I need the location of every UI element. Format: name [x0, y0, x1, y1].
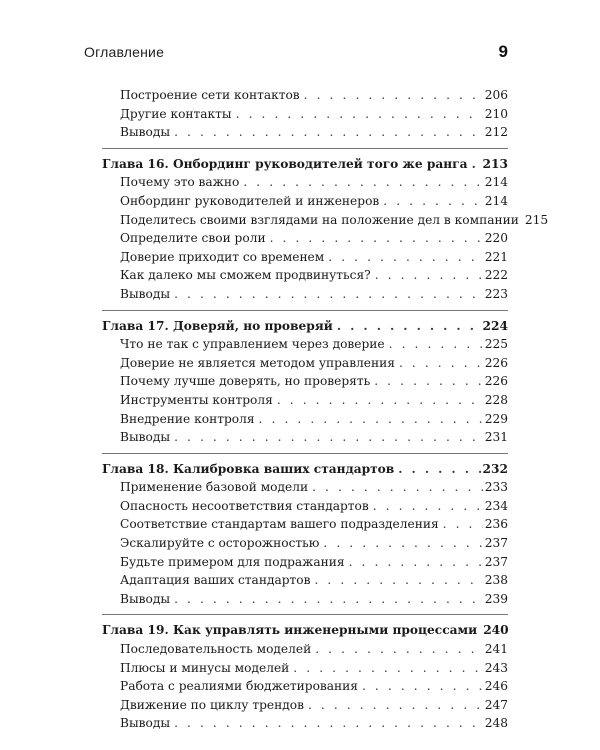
dot-leader [398, 460, 480, 479]
toc-entry[interactable] [102, 285, 508, 304]
toc-entry[interactable] [102, 410, 508, 429]
dot-leader [323, 534, 482, 553]
toc-entry-page: 229 [484, 411, 508, 426]
toc-entry-label: Поделитесь своими взглядами на положение дел в компании [120, 212, 519, 227]
table-of-contents [102, 86, 549, 733]
toc-entry-label: Как далеко мы сможем продвинуться? [120, 268, 371, 283]
toc-entry-label: Инструменты контроля [120, 392, 273, 407]
toc-entry[interactable] [102, 354, 508, 373]
toc-entry-page: 221 [484, 249, 508, 264]
toc-entry-label: Выводы [120, 591, 171, 606]
dot-leader [383, 192, 482, 211]
toc-entry-label: Почему это важно [120, 175, 240, 190]
toc-entry-page: 220 [484, 231, 508, 246]
dot-leader [389, 335, 483, 354]
dot-leader [472, 155, 481, 174]
toc-entry[interactable] [102, 677, 508, 696]
toc-chapter-page: 232 [482, 461, 508, 476]
dot-leader [328, 248, 482, 267]
toc-entry-page: 231 [484, 430, 508, 445]
toc-entry[interactable] [102, 659, 508, 678]
toc-entry[interactable] [102, 86, 508, 105]
page-number: 9 [498, 42, 508, 61]
toc-chapter[interactable] [102, 460, 508, 479]
toc-entry[interactable] [102, 478, 508, 497]
page-header [84, 42, 508, 62]
dot-leader [315, 640, 483, 659]
dot-leader [362, 677, 483, 696]
toc-entry-page: 225 [484, 337, 508, 352]
toc-entry[interactable] [102, 714, 508, 733]
toc-entry-page: 241 [484, 642, 508, 657]
toc-entry[interactable] [102, 123, 508, 142]
toc-entry-page: 237 [484, 536, 508, 551]
dot-leader [374, 372, 483, 391]
section-divider [102, 148, 508, 149]
toc-entry[interactable] [102, 372, 508, 391]
dot-leader [399, 354, 483, 373]
toc-chapter[interactable] [102, 317, 508, 336]
toc-entry[interactable] [102, 428, 508, 447]
toc-entry-page: 236 [484, 517, 508, 532]
toc-entry-page: 222 [484, 268, 508, 283]
toc-entry-label: Другие контакты [120, 106, 232, 121]
toc-entry-label: Выводы [120, 430, 171, 445]
toc-entry-label: Эскалируйте с осторожностью [120, 536, 320, 551]
toc-entry[interactable] [102, 192, 508, 211]
toc-entry[interactable] [102, 571, 508, 590]
toc-entry[interactable] [102, 211, 549, 230]
running-title: Оглавление [84, 44, 165, 60]
toc-entry-page: 233 [484, 480, 508, 495]
toc-entry[interactable] [102, 534, 508, 553]
toc-entry-page: 223 [484, 286, 508, 301]
dot-leader [312, 478, 483, 497]
toc-entry-page: 243 [484, 660, 508, 675]
dot-leader [174, 428, 483, 447]
dot-leader [174, 123, 483, 142]
toc-entry-label: Последовательность моделей [120, 642, 312, 657]
toc-entry-label: Опасность несоответствия стандартов [120, 498, 369, 513]
toc-entry-page: 239 [484, 591, 508, 606]
toc-chapter-label: Глава 19. Как управлять инженерными процессами [102, 623, 478, 638]
toc-entry-label: Работа с реалиями бюджетирования [120, 679, 358, 694]
toc-chapter-label: Глава 18. Калибровка ваших стандартов [102, 461, 395, 476]
toc-entry[interactable] [102, 640, 508, 659]
section-divider [102, 453, 508, 454]
toc-entry-label: Внедрение контроля [120, 411, 255, 426]
dot-leader [308, 696, 483, 715]
toc-entry-label: Онбординг руководителей и инженеров [120, 193, 380, 208]
toc-entry[interactable] [102, 229, 508, 248]
toc-entry[interactable] [102, 266, 508, 285]
toc-entry[interactable] [102, 335, 508, 354]
toc-entry-label: Будьте примером для подражания [120, 554, 345, 569]
toc-entry-page: 247 [484, 697, 508, 712]
toc-entry-label: Адаптация ваших стандартов [120, 573, 311, 588]
toc-entry[interactable] [102, 173, 508, 192]
toc-entry-page: 228 [484, 392, 508, 407]
toc-entry[interactable] [102, 248, 508, 267]
toc-entry[interactable] [102, 391, 508, 410]
toc-entry-label: Построение сети контактов [120, 88, 300, 102]
toc-entry-page: 246 [484, 679, 508, 694]
toc-entry-label: Соответствие стандартам вашего подразделения [120, 517, 439, 532]
dot-leader [349, 553, 483, 572]
toc-entry-label: Выводы [120, 125, 171, 140]
dot-leader [443, 515, 483, 534]
dot-leader [259, 410, 483, 429]
dot-leader [174, 590, 483, 609]
section-divider [102, 310, 508, 311]
toc-entry-label: Определите свои роли [120, 231, 266, 246]
toc-chapter[interactable] [102, 621, 508, 640]
dot-leader [314, 571, 482, 590]
dot-leader [293, 659, 482, 678]
toc-entry-page: 214 [484, 193, 508, 208]
toc-chapter[interactable] [102, 155, 508, 174]
toc-chapter-label: Глава 16. Онбординг руководителей того же ранга [102, 156, 468, 171]
dot-leader [243, 173, 482, 192]
dot-leader [304, 86, 483, 105]
toc-chapter-page: 240 [483, 623, 509, 638]
toc-entry-page: 210 [484, 106, 508, 121]
toc-entry[interactable] [102, 696, 508, 715]
toc-entry-page: 214 [484, 175, 508, 190]
dot-leader [373, 497, 483, 516]
toc-entry-label: Выводы [120, 286, 171, 301]
toc-entry-label: Выводы [120, 716, 171, 731]
dot-leader [270, 229, 483, 248]
toc-entry-label: Движение по циклу трендов [120, 697, 304, 712]
dot-leader [174, 285, 483, 304]
section-divider [102, 614, 508, 615]
dot-leader [337, 317, 481, 336]
toc-entry-page: 206 [484, 88, 508, 102]
toc-entry-label: Доверие не является методом управления [120, 355, 395, 370]
toc-entry-page: 226 [484, 355, 508, 370]
toc-entry-page: 238 [484, 573, 508, 588]
toc-entry[interactable] [102, 497, 508, 516]
dot-leader [236, 105, 483, 124]
toc-entry-label: Почему лучше доверять, но проверять [120, 374, 371, 389]
toc-entry-page: 215 [524, 212, 549, 227]
toc-entry-page: 237 [484, 554, 508, 569]
toc-entry[interactable] [102, 553, 508, 572]
toc-entry[interactable] [102, 515, 508, 534]
toc-entry[interactable] [102, 590, 508, 609]
toc-entry[interactable] [102, 105, 508, 124]
toc-entry-page: 234 [484, 498, 508, 513]
dot-leader [375, 266, 483, 285]
dot-leader [174, 714, 483, 733]
dot-leader [277, 391, 483, 410]
toc-entry-label: Доверие приходит со временем [120, 249, 325, 264]
toc-entry-label: Плюсы и минусы моделей [120, 660, 290, 675]
toc-entry-page: 212 [484, 125, 508, 140]
toc-entry-label: Что не так с управлением через доверие [120, 337, 385, 352]
toc-entry-page: 248 [484, 716, 508, 731]
toc-entry-label: Применение базовой модели [120, 480, 309, 495]
toc-entry-page: 226 [484, 374, 508, 389]
toc-chapter-label: Глава 17. Доверяй, но проверяй [102, 318, 333, 333]
toc-chapter-page: 213 [482, 156, 508, 171]
toc-chapter-page: 224 [482, 318, 508, 333]
